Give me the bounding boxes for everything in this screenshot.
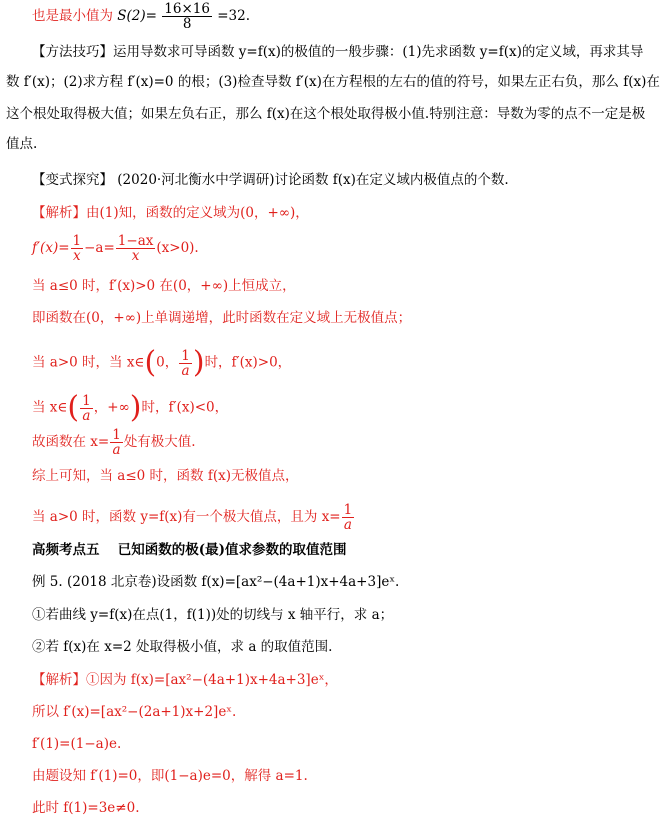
solution-line-1 [32, 670, 338, 690]
fraction-denominator: a [181, 362, 190, 379]
case-a-positive-interval-1 [32, 345, 292, 380]
max-text-end: 处有极大值. [123, 434, 196, 450]
example-5-part-1: ①若曲线 y=f(x)在点(1，f(1))处的切线与 x 轴平行，求 a； [32, 607, 394, 623]
case-result: 时，f′(x)>0， [204, 354, 292, 371]
right-paren: ) [192, 345, 205, 380]
method-tips-line-2: 数 f′(x)；(2)求方程 f′(x)=0 的根；(3)检查导数 f′(x)在方程根的左右的值的符号，如果左正右负，那么 f(x)在 [6, 74, 660, 90]
line-min-value [32, 2, 250, 31]
fraction-numerator: 1−ax [117, 233, 154, 249]
case-text: 当 a>0 时，当 x∈ [32, 354, 145, 371]
fraction-1-over-a [342, 503, 355, 532]
example-5-statement: 例 5. (2018 北京卷)设函数 f(x)=[ax²−(4a+1)x+4a+3]eˣ. [32, 574, 400, 590]
summary-text: 当 a>0 时，函数 y=f(x)有一个极大值点，且为 x= [32, 509, 341, 525]
derivative-formula-line [32, 234, 199, 263]
case-text: 当 x∈ [32, 399, 68, 416]
derivative-mid: −a= [84, 240, 115, 256]
case-result: 时，f′(x)<0， [141, 399, 229, 416]
fraction-1-ax-over-x [116, 234, 156, 263]
fraction-denominator: x [73, 248, 81, 264]
analysis-tag: 【解析】 [32, 205, 86, 221]
math-s2: S(2)= [117, 8, 157, 24]
right-paren: ) [129, 390, 142, 425]
fraction-1-over-a [110, 428, 123, 457]
derivative-lhs: f′(x)= [32, 240, 70, 256]
derivative-domain: (x>0). [156, 240, 199, 256]
fraction-numerator: 1 [72, 233, 82, 249]
solution-line-4: 由题设知 f′(1)=0，即(1−a)e=0，解得 a=1. [32, 768, 308, 784]
interval-start: 0， [156, 354, 179, 371]
text-min-value: 也是最小值为 [32, 8, 113, 24]
left-paren: ( [144, 345, 157, 380]
local-maximum-line [32, 428, 196, 457]
case-a-positive-interval-2 [32, 390, 229, 425]
example-5-part-2: ②若 f(x)在 x=2 处取得极小值，求 a 的取值范围. [32, 639, 333, 655]
method-tips-line-1: 【方法技巧】运用导数求可导函数 y=f(x)的极值的一般步骤：(1)先求函数 y=f(x)的定义域，再求其导 [32, 44, 644, 60]
fraction-denominator: a [82, 407, 91, 424]
interval-end: ，+∞ [93, 399, 130, 416]
analysis-tag: 【解析】 [32, 672, 86, 688]
left-paren: ( [67, 390, 80, 425]
case-a-nonpositive: 当 a≤0 时，f′(x)>0 在(0，+∞)上恒成立， [32, 278, 296, 294]
solution-line-2: 所以 f′(x)=[ax²−(2a+1)x+2]eˣ. [32, 704, 237, 720]
fraction-numerator: 1 [181, 347, 190, 364]
fraction-numerator: 1 [343, 502, 353, 518]
method-tips-line-3: 这个根处取得极大值；如果左负右正，那么 f(x)在这个根处取得极小值.特别注意：导数为零的点不一定是极 [6, 106, 646, 122]
fraction-1-over-a [179, 349, 192, 378]
solution-text: ①因为 f(x)=[ax²−(4a+1)x+4a+3]eˣ， [86, 672, 338, 688]
fraction-1-over-a [80, 394, 93, 423]
math-result: =32. [217, 8, 251, 24]
analysis-line-1 [32, 203, 309, 223]
summary-line-2 [32, 503, 355, 532]
variant-exploration-heading: 【变式探究】 (2020·河北衡水中学调研)讨论函数 f(x)在定义域内极值点的个数. [32, 172, 509, 188]
fraction-numerator: 16×16 [164, 1, 210, 17]
fraction-denominator: x [131, 248, 140, 264]
fraction-16x16-over-8 [162, 2, 212, 31]
summary-line-1: 综上可知，当 a≤0 时，函数 f(x)无极值点， [32, 468, 299, 484]
section-heading-5: 高频考点五 已知函数的极(最)值求参数的取值范围 [32, 542, 347, 558]
monotonic-increasing-line: 即函数在(0，+∞)上单调递增，此时函数在定义域上无极值点； [32, 310, 412, 326]
method-tips-line-4: 值点. [6, 136, 38, 152]
fraction-numerator: 1 [112, 427, 121, 443]
fraction-denominator: a [112, 442, 121, 458]
fraction-1-over-x [71, 234, 84, 263]
max-text: 故函数在 x= [32, 434, 110, 450]
solution-line-3: f′(1)=(1−a)e. [32, 736, 122, 752]
solution-line-5: 此时 f(1)=3e≠0. [32, 800, 140, 816]
fraction-denominator: a [343, 517, 352, 533]
fraction-numerator: 1 [82, 392, 91, 409]
fraction-denominator: 8 [182, 16, 192, 32]
analysis-domain-text: 由(1)知，函数的定义域为(0，+∞)， [86, 205, 309, 221]
